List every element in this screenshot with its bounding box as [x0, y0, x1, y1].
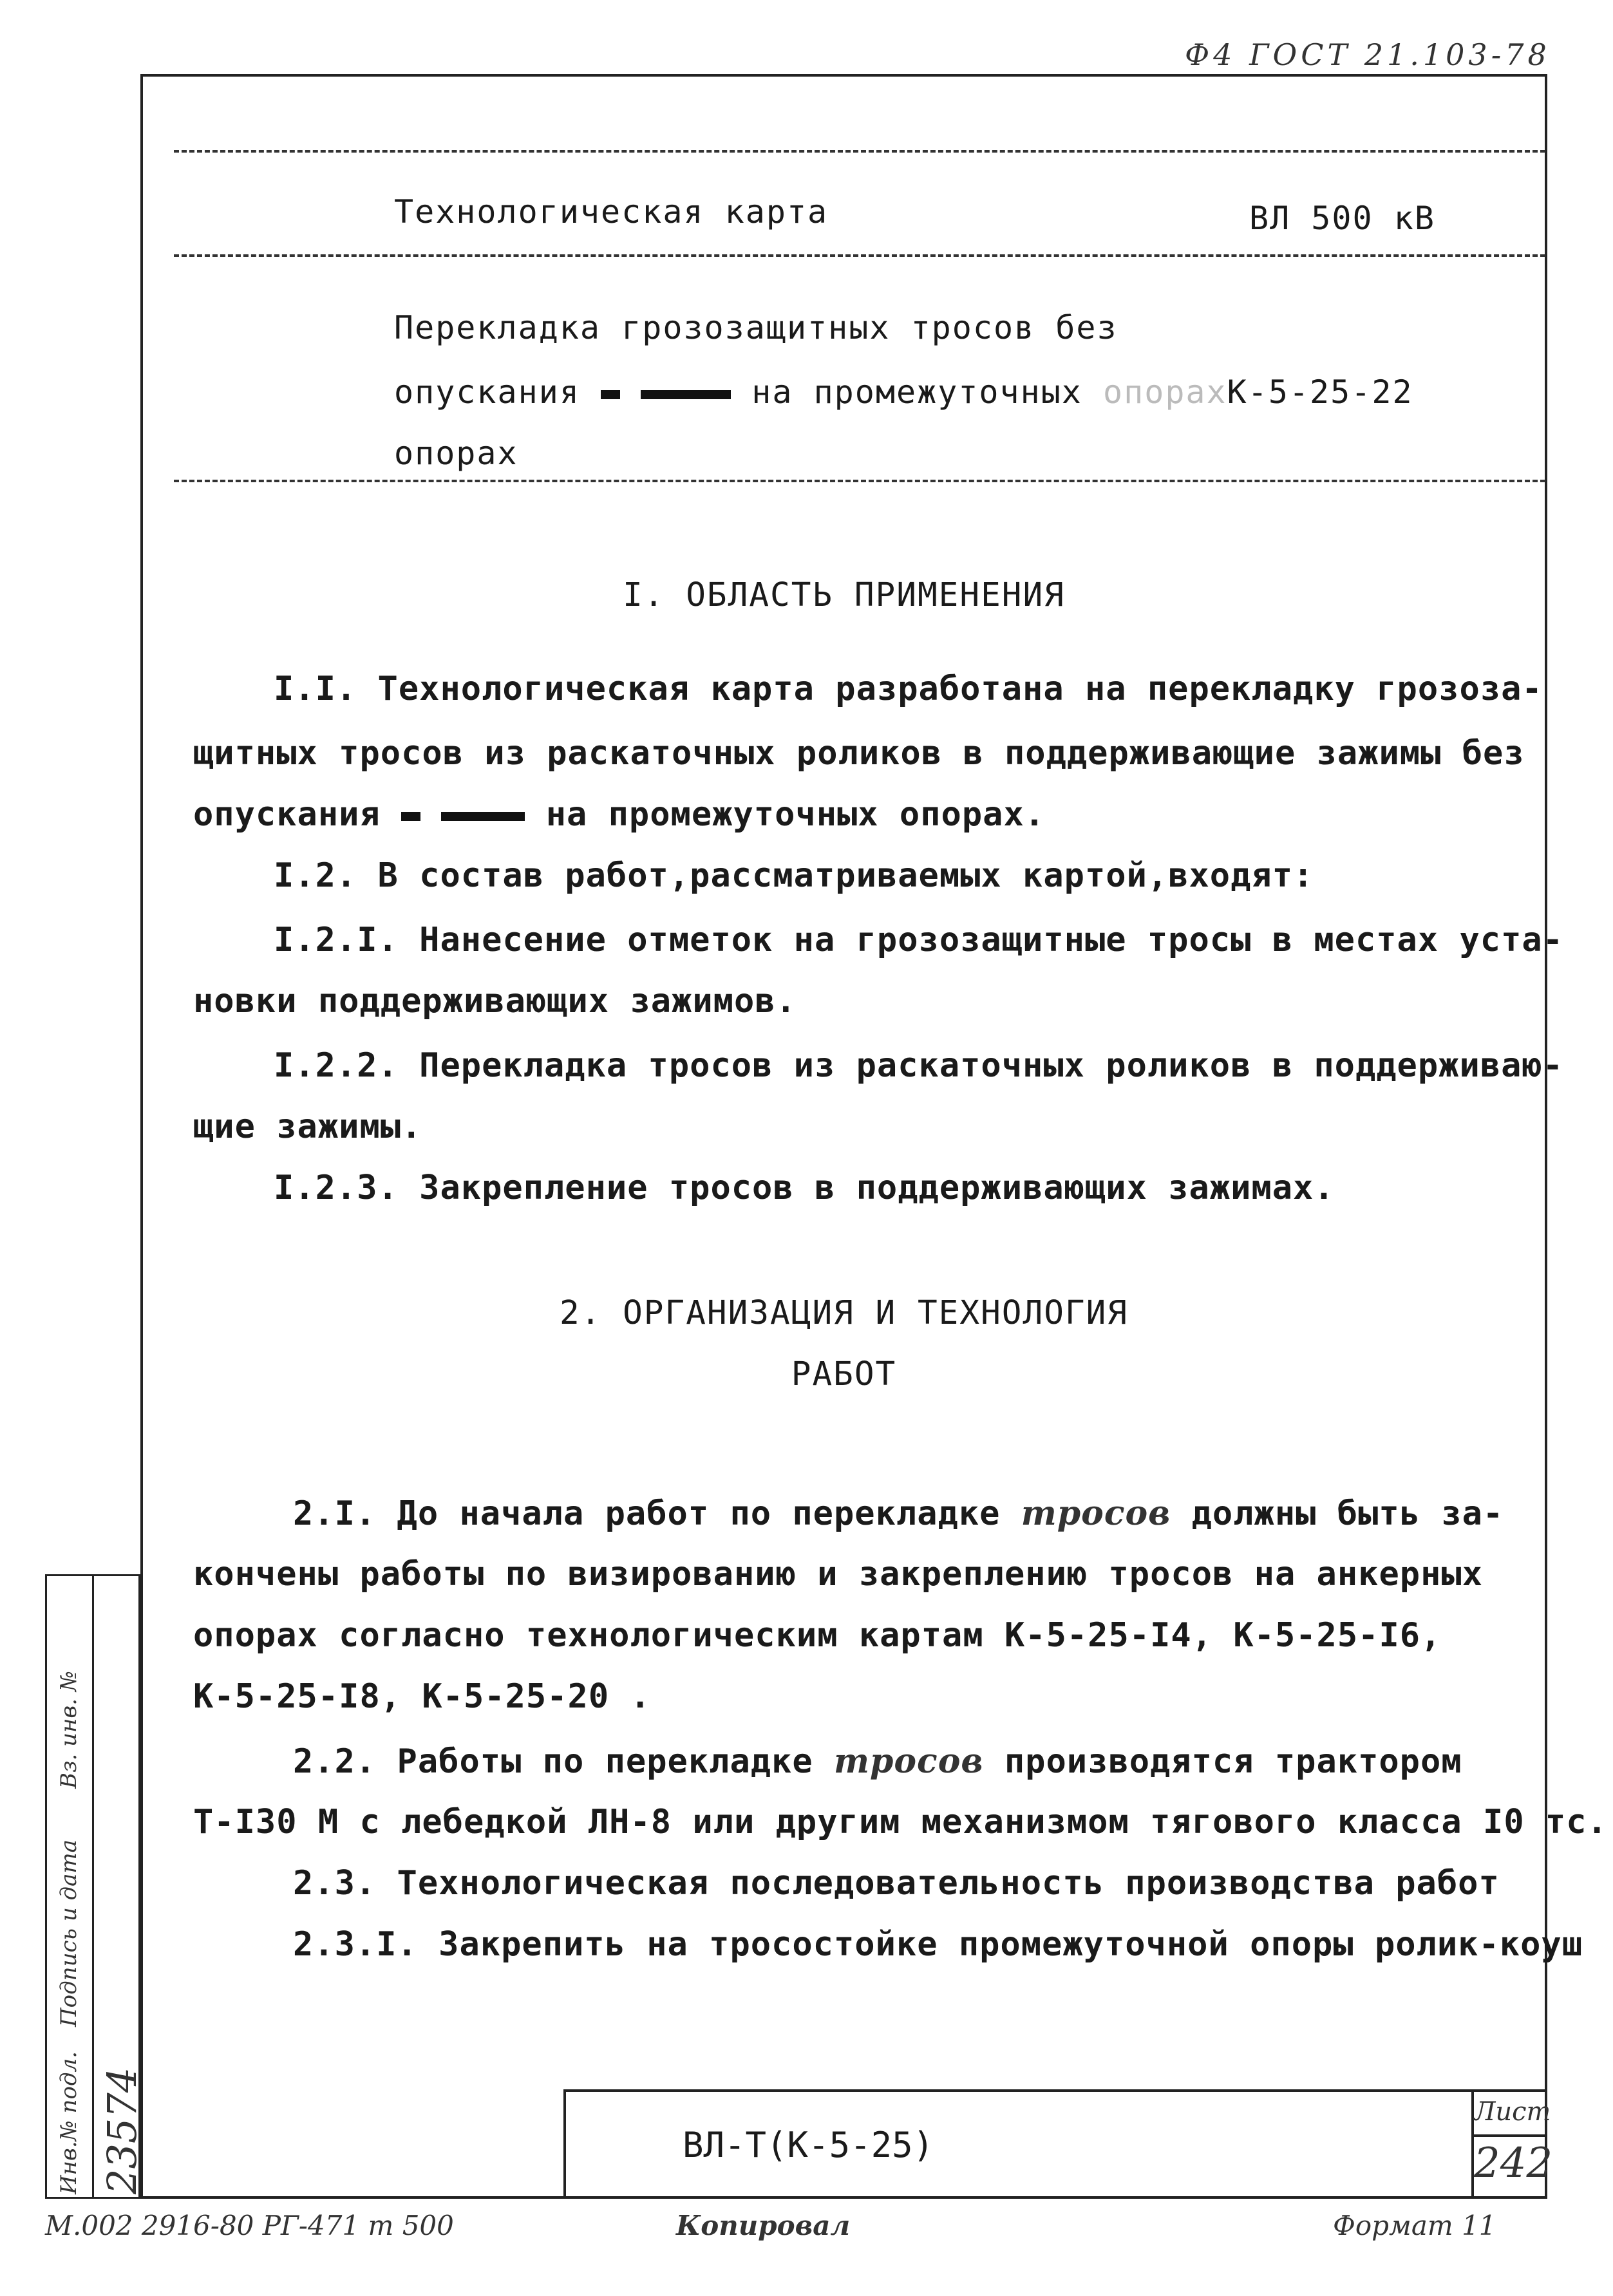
paragraph-line: щитных тросов из раскаточных роликов в поддерживающие зажимы без	[193, 734, 1525, 773]
section-heading: I. ОБЛАСТЬ ПРИМЕНЕНИЯ	[623, 576, 1065, 614]
document-code: ВЛ-Т(К-5-25)	[683, 2125, 934, 2165]
side-stamp	[45, 1574, 146, 2199]
paragraph-line: I.2.I. Нанесение отметок на грозозащитные тросы в местах уста-	[274, 921, 1564, 959]
redaction	[401, 812, 420, 821]
divider	[174, 150, 1545, 153]
divider	[174, 254, 1545, 257]
card-subtitle-line: опускания на промежуточных опорахК-5-25-22	[394, 373, 1413, 411]
paragraph-line: 2.2. Работы по перекладке тросов производятся трактором	[293, 1742, 1462, 1781]
copied-by-label: Копировал	[676, 2210, 851, 2241]
inventory-label: Инв.№ подл.	[56, 2051, 82, 2194]
line-label: ВЛ 500 кВ	[1249, 200, 1435, 237]
print-run-note: М.002 2916-80 РГ-471 т 500	[45, 2210, 454, 2241]
paragraph-line: К-5-25-I8, К-5-25-20 .	[193, 1677, 651, 1716]
card-code: К-5-25-22	[1227, 373, 1413, 411]
format-label: Формат 11	[1333, 2210, 1496, 2241]
paragraph-line: 2.3.I. Закрепить на тросостойке промежуточной опоры ролик-коуш	[293, 1925, 1583, 1964]
sheet-box	[1471, 2089, 1553, 2199]
sheet-number: 242	[1474, 2140, 1553, 2187]
paragraph-line: опорах согласно технологическим картам К-5-25-I4, К-5-25-I6,	[193, 1616, 1442, 1655]
redaction	[641, 390, 731, 399]
inventory-number: 23574	[99, 2067, 146, 2194]
section-heading: РАБОТ	[791, 1355, 897, 1393]
paragraph-line: 2.3. Технологическая последовательность производства работ	[293, 1864, 1500, 1903]
paragraph-line: щие зажимы.	[193, 1107, 422, 1146]
section-heading: 2. ОРГАНИЗАЦИЯ И ТЕХНОЛОГИЯ	[559, 1294, 1129, 1332]
paragraph-line: Т-I30 М с лебедкой ЛН-8 или другим механизмом тягового класса I0 тс.	[193, 1803, 1608, 1841]
paragraph-line: I.I. Технологическая карта разработана на перекладку грозоза-	[274, 670, 1543, 708]
handwritten-correction: тросов	[1021, 1494, 1171, 1533]
replacement-inventory-label: Вз. инв. №	[56, 1670, 82, 1789]
paragraph-line: I.2.3. Закрепление тросов в поддерживающих зажимах.	[274, 1169, 1335, 1207]
redaction	[601, 390, 620, 399]
paragraph-line: кончены работы по визированию и закреплению тросов на анкерных	[193, 1555, 1484, 1594]
paragraph-line: 2.I. До начала работ по перекладке тросов должны быть за-	[293, 1494, 1504, 1533]
card-title: Технологическая карта	[394, 193, 829, 231]
paragraph-line: опускания на промежуточных опорах.	[193, 795, 1046, 834]
redaction	[441, 812, 525, 821]
sheet-label: Лист	[1474, 2089, 1547, 2137]
paragraph-line: I.2.2. Перекладка тросов из раскаточных роликов в поддерживаю-	[274, 1046, 1564, 1085]
divider	[174, 480, 1545, 482]
card-subtitle-line: опорах	[394, 435, 518, 472]
signature-date-label: Подпись и дата	[56, 1840, 82, 2027]
card-subtitle-line: Перекладка грозозащитных тросов без	[394, 309, 1118, 346]
handwritten-correction: тросов	[833, 1742, 984, 1781]
paragraph-line: I.2. В состав работ,рассматриваемых картой,входят:	[274, 856, 1314, 895]
gost-note: Ф4 ГОСТ 21.103-78	[1185, 37, 1551, 72]
paragraph-line: новки поддерживающих зажимов.	[193, 982, 797, 1021]
